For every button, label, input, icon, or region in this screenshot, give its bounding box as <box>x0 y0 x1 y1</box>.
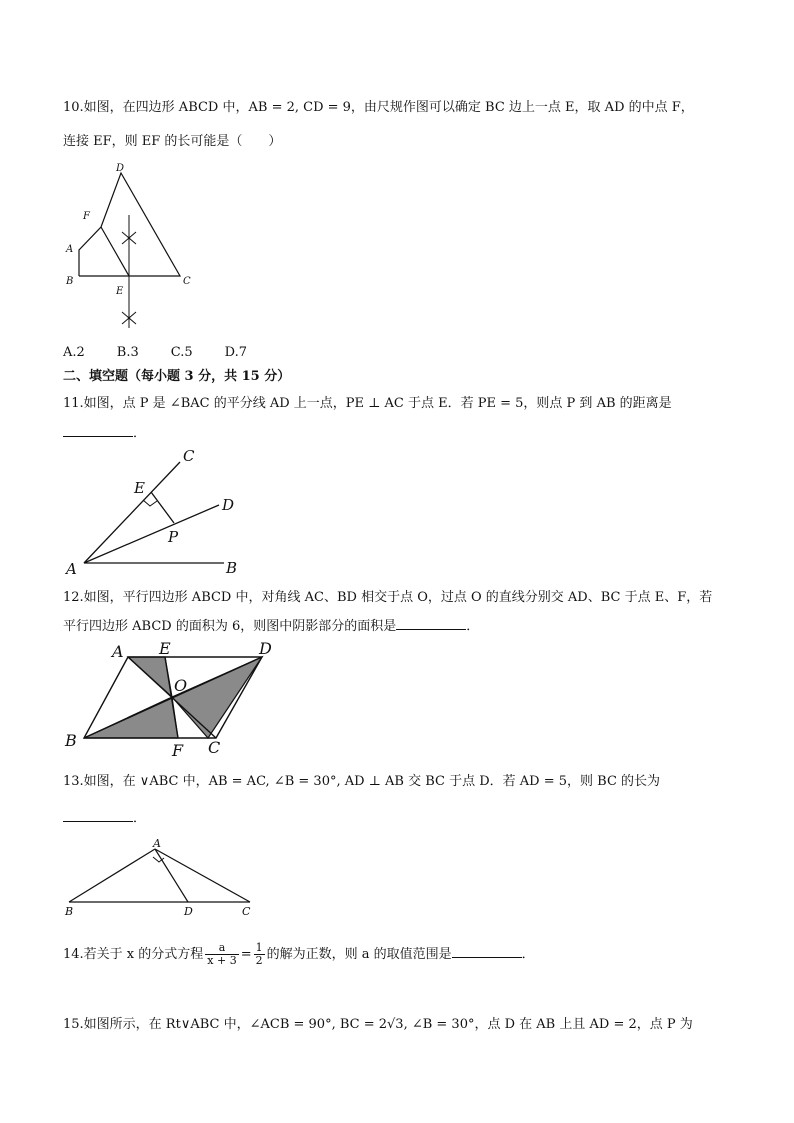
section-heading: 二、填空题（每小题 3 分，共 15 分） <box>63 369 291 384</box>
q13-label-b: B <box>65 905 74 918</box>
q10-label-d: D <box>116 163 125 174</box>
q13-period: ． <box>133 811 147 826</box>
q13-label-a: A <box>153 837 161 850</box>
q10-option-c: C.5 <box>170 345 193 360</box>
q14-fraction-right <box>254 942 265 967</box>
q10-stem-line1: 10.如图，在四边形 ABCD 中，AB = 2, CD = 9，由尺规作图可以确定 BC 边上一点 E，取 AD 的中点 F， <box>63 100 694 115</box>
q12-label-f: F <box>172 741 184 760</box>
q11-label-b: B <box>226 559 238 577</box>
q11-label-d: D <box>222 496 235 514</box>
q11-period: ． <box>133 426 147 441</box>
q12-label-e: E <box>159 639 171 658</box>
q11-label-p: P <box>168 528 179 546</box>
q10-option-d: D.7 <box>224 345 248 360</box>
q11-label-c: C <box>183 447 195 465</box>
q10-option-b: B.3 <box>116 345 139 360</box>
q13-label-d: D <box>184 905 193 918</box>
q14-stem-pre: 14.若关于 x 的分式方程 <box>63 947 204 962</box>
q12-period: ． <box>466 619 480 634</box>
q14-fraction-left-denominator: x + 3 <box>207 954 237 967</box>
q10-label-c: C <box>183 276 191 287</box>
q10-label-b: B <box>66 276 74 287</box>
q12-stem-line2-text: 平行四边形 ABCD 的面积为 6，则图中阴影部分的面积是 <box>63 619 397 634</box>
q14-stem-post: 的解为正数，则 a 的取值范围是 <box>266 947 452 962</box>
q14-stem <box>63 942 535 967</box>
q12-stem-line1: 12.如图，平行四边形 ABCD 中，对角线 AC、BD 相交于点 O，过点 O 的直线分别交 AD、BC 于点 E、F，若 <box>63 590 713 605</box>
q10-label-f: F <box>83 211 90 222</box>
q14-fraction-right-numerator: 1 <box>255 941 263 954</box>
q11-stem-line1: 11.如图，点 P 是 ∠BAC 的平分线 AD 上一点，PE ⊥ AC 于点 E．若 PE = 5，则点 P 到 AB 的距离是 <box>63 396 672 411</box>
q10-label-e: E <box>116 286 124 297</box>
q11-label-e: E <box>134 479 145 497</box>
q12-label-o: O <box>174 676 188 695</box>
q11-label-a: A <box>66 560 77 578</box>
q12-label-c: C <box>208 738 221 757</box>
q10-option-a: A.2 <box>63 345 85 360</box>
q13-label-c: C <box>242 905 251 918</box>
q12-label-b: B <box>65 731 77 750</box>
q10-stem-line2: 连接 EF，则 EF 的长可能是（ ） <box>63 134 282 149</box>
q13-stem-line1: 13.如图，在 ∨ABC 中，AB = AC, ∠B = 30°, AD ⊥ AB 交 BC 于点 D．若 AD = 5，则 BC 的长为 <box>63 774 661 789</box>
q14-equals: = <box>240 947 252 962</box>
q14-fraction-left <box>205 942 238 967</box>
q10-label-a: A <box>66 244 74 255</box>
q14-fraction-left-numerator: a <box>205 942 238 955</box>
q15-stem-line1: 15.如图所示，在 Rt∨ABC 中，∠ACB = 90°, BC = 2√3, ∠B = 30°，点 D 在 AB 上且 AD = 2，点 P 为 <box>63 1017 693 1032</box>
q12-label-a: A <box>112 642 124 661</box>
q14-answer-blank <box>452 945 522 958</box>
q14-fraction-right-denominator: 2 <box>255 954 263 967</box>
q12-label-d: D <box>259 639 272 658</box>
q14-period: ． <box>521 947 535 962</box>
